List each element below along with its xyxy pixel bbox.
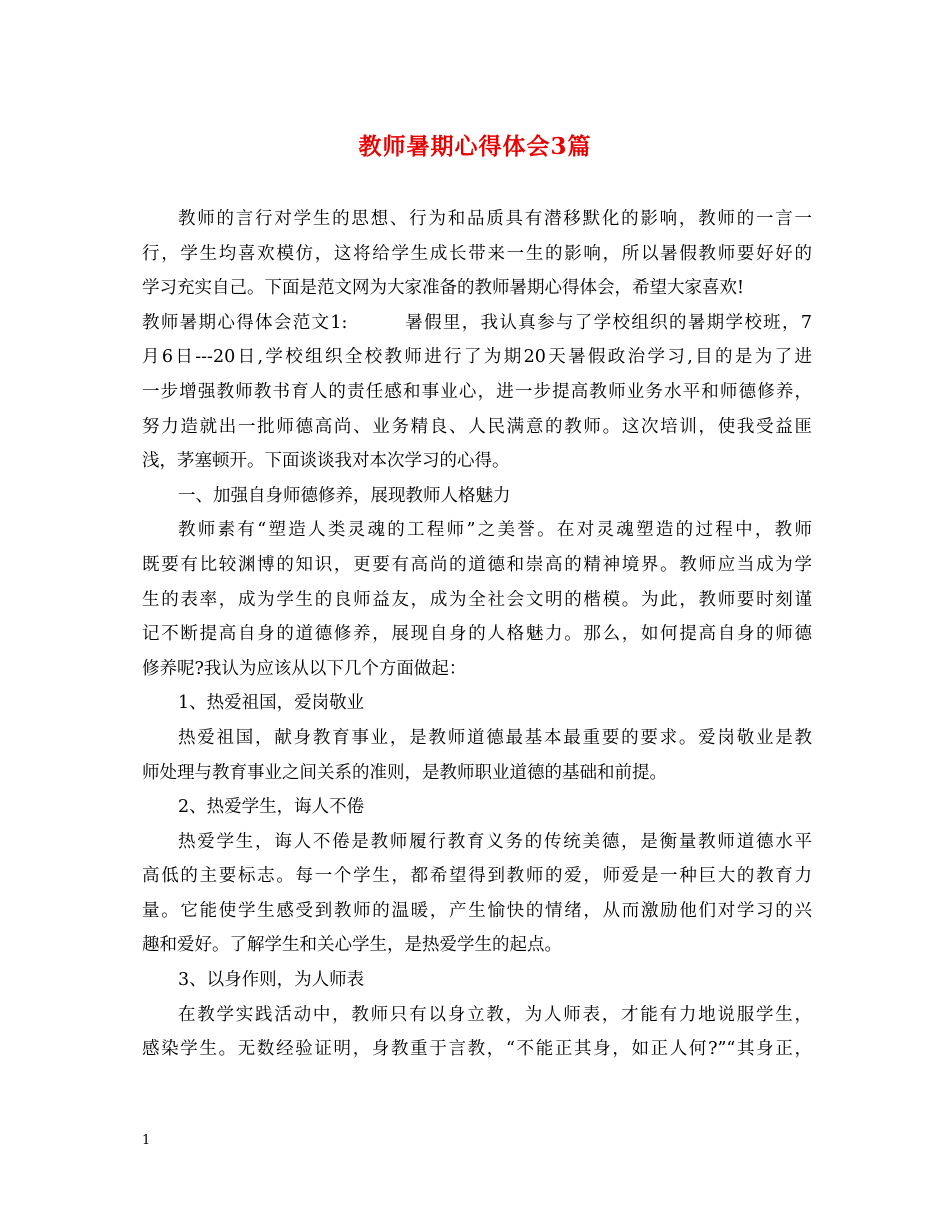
subsection-heading: 1、热爱祖国，爱岗敬业 (178, 693, 365, 714)
paragraph-line: 努力造就出一批师德高尚、业务精良、人民满意的教师。这次培训，使我受益匪 (142, 416, 812, 437)
paragraph-line: 浅，茅塞顿开。下面谈谈我对本次学习的心得。 (142, 451, 510, 472)
section-heading: 一、加强自身师德修养，展现教师人格魅力 (178, 485, 511, 506)
paragraph-line: 热爱祖国，献身教育事业，是教师道德最基本最重要的要求。爱岗敬业是教 (178, 727, 812, 748)
paragraph-line: 趣和爱好。了解学生和关心学生，是热爱学生的起点。 (142, 935, 562, 956)
paragraph-line: 行，学生均喜欢模仿，这将给学生成长带来一生的影响，所以暑假教师要好好的 (142, 243, 812, 264)
paragraph-line: 一步增强教师教书育人的责任感和事业心，进一步提高教师业务水平和师德修养， (142, 381, 812, 402)
paragraph-line: 修养呢?我认为应该从以下几个方面做起： (142, 658, 467, 679)
paragraph-line: 教师暑期心得体会范文1: 暑假里，我认真参与了学校组织的暑期学校班，7 (142, 312, 812, 333)
paragraph-line: 在教学实践活动中，教师只有以身立教，为人师表，才能有力地说服学生， (178, 1004, 812, 1025)
document-body (142, 202, 812, 1067)
paragraph-line: 高低的主要标志。每一个学生，都希望得到教师的爱，师爱是一种巨大的教育力 (142, 866, 812, 887)
paragraph-line: 感染学生。无数经验证明，身教重于言教，“不能正其身，如正人何?”“其身正， (142, 1039, 812, 1060)
paragraph-line: 热爱学生，诲人不倦是教师履行教育义务的传统美德，是衡量教师道德水平 (178, 831, 812, 852)
paragraph-line: 记不断提高自身的道德修养，展现自身的人格魅力。那么，如何提高自身的师德 (142, 624, 812, 645)
subsection-heading: 2、热爱学生，诲人不倦 (178, 797, 365, 818)
paragraph-line: 既要有比较渊博的知识，更要有高尚的道德和崇高的精神境界。教师应当成为学 (142, 554, 812, 575)
paragraph-line: 学习充实自己。下面是范文网为大家准备的教师暑期心得体会，希望大家喜欢! (142, 278, 745, 299)
paragraph-line: 教师的言行对学生的思想、行为和品质具有潜移默化的影响，教师的一言一 (178, 209, 812, 229)
document-title: 教师暑期心得体会3篇 (358, 133, 592, 160)
paragraph-line: 生的表率，成为学生的良师益友，成为全社会文明的楷模。为此，教师要时刻谨 (142, 589, 812, 610)
paragraph-line: 月6日---20日,学校组织全校教师进行了为期20天暑假政治学习,目的是为了进 (142, 347, 812, 368)
paragraph-line: 量。它能使学生感受到教师的温暖，产生愉快的情绪，从而激励他们对学习的兴 (142, 900, 812, 921)
paragraph-line: 师处理与教育事业之间关系的准则，是教师职业道德的基础和前提。 (142, 762, 667, 783)
subsection-heading: 3、以身作则，为人师表 (178, 970, 365, 991)
page-number: 1 (142, 1133, 151, 1148)
paragraph-line: 教师素有“塑造人类灵魂的工程师”之美誉。在对灵魂塑造的过程中，教师 (178, 520, 812, 541)
